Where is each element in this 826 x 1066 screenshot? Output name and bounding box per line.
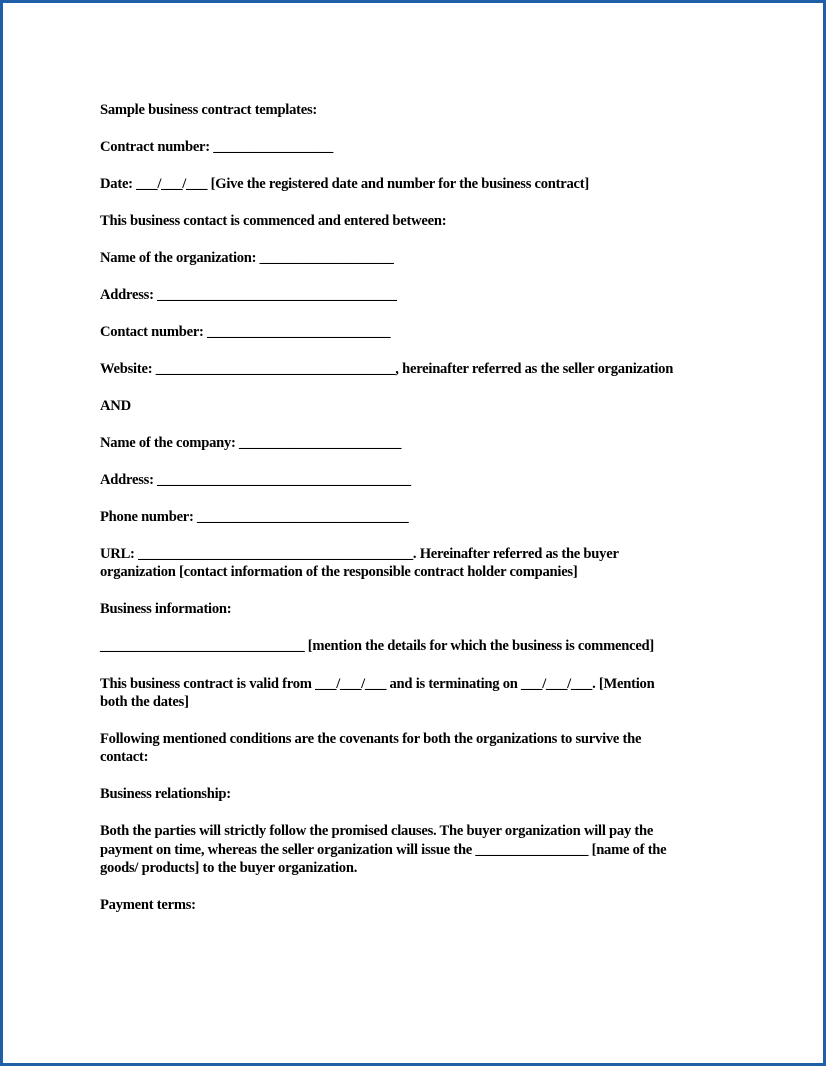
relationship-heading: Business relationship:	[100, 786, 231, 802]
validity-line2: both the dates]	[100, 694, 189, 710]
date-field: Date: ___/___/___ [Give the registered date and number for the business contract]	[100, 176, 589, 192]
and-separator: AND	[100, 398, 131, 414]
payment-terms-heading: Payment terms:	[100, 897, 196, 913]
org-name-field: Name of the organization: ___________________	[100, 250, 394, 266]
business-info-heading: Business information:	[100, 601, 232, 617]
parties-line2: payment on time, whereas the seller organization will issue the ________________ [name of the	[100, 842, 667, 858]
address-field-seller: Address: __________________________________	[100, 287, 397, 303]
intro-text: This business contact is commenced and entered between:	[100, 213, 447, 229]
phone-number-field: Phone number: ______________________________	[100, 509, 409, 525]
parties-line1: Both the parties will strictly follow the promised clauses. The buyer organization will pay the	[100, 823, 654, 839]
validity-line1: This business contract is valid from ___/___/___ and is terminating on ___/___/___. [Mention	[100, 676, 655, 692]
parties-line3: goods/ products] to the buyer organization.	[100, 860, 358, 876]
conditions-line1: Following mentioned conditions are the covenants for both the organizations to survive the	[100, 731, 642, 747]
contract-number-field: Contract number: _________________	[100, 139, 334, 155]
website-field: Website: __________________________________, hereinafter referred as the seller organization	[100, 361, 674, 377]
details-field: _____________________________ [mention the details for which the business is commenced]	[100, 638, 655, 654]
conditions-line2: contact:	[100, 749, 149, 765]
address-field-buyer: Address: ____________________________________	[100, 472, 411, 488]
document-title: Sample business contract templates:	[100, 102, 318, 118]
contact-number-field: Contact number: __________________________	[100, 324, 391, 340]
url-field-line1: URL: _______________________________________. Hereinafter referred as the buyer	[100, 546, 619, 562]
url-field-line2: organization [contact information of the responsible contract holder companies]	[100, 564, 578, 580]
company-name-field: Name of the company: _______________________	[100, 435, 402, 451]
